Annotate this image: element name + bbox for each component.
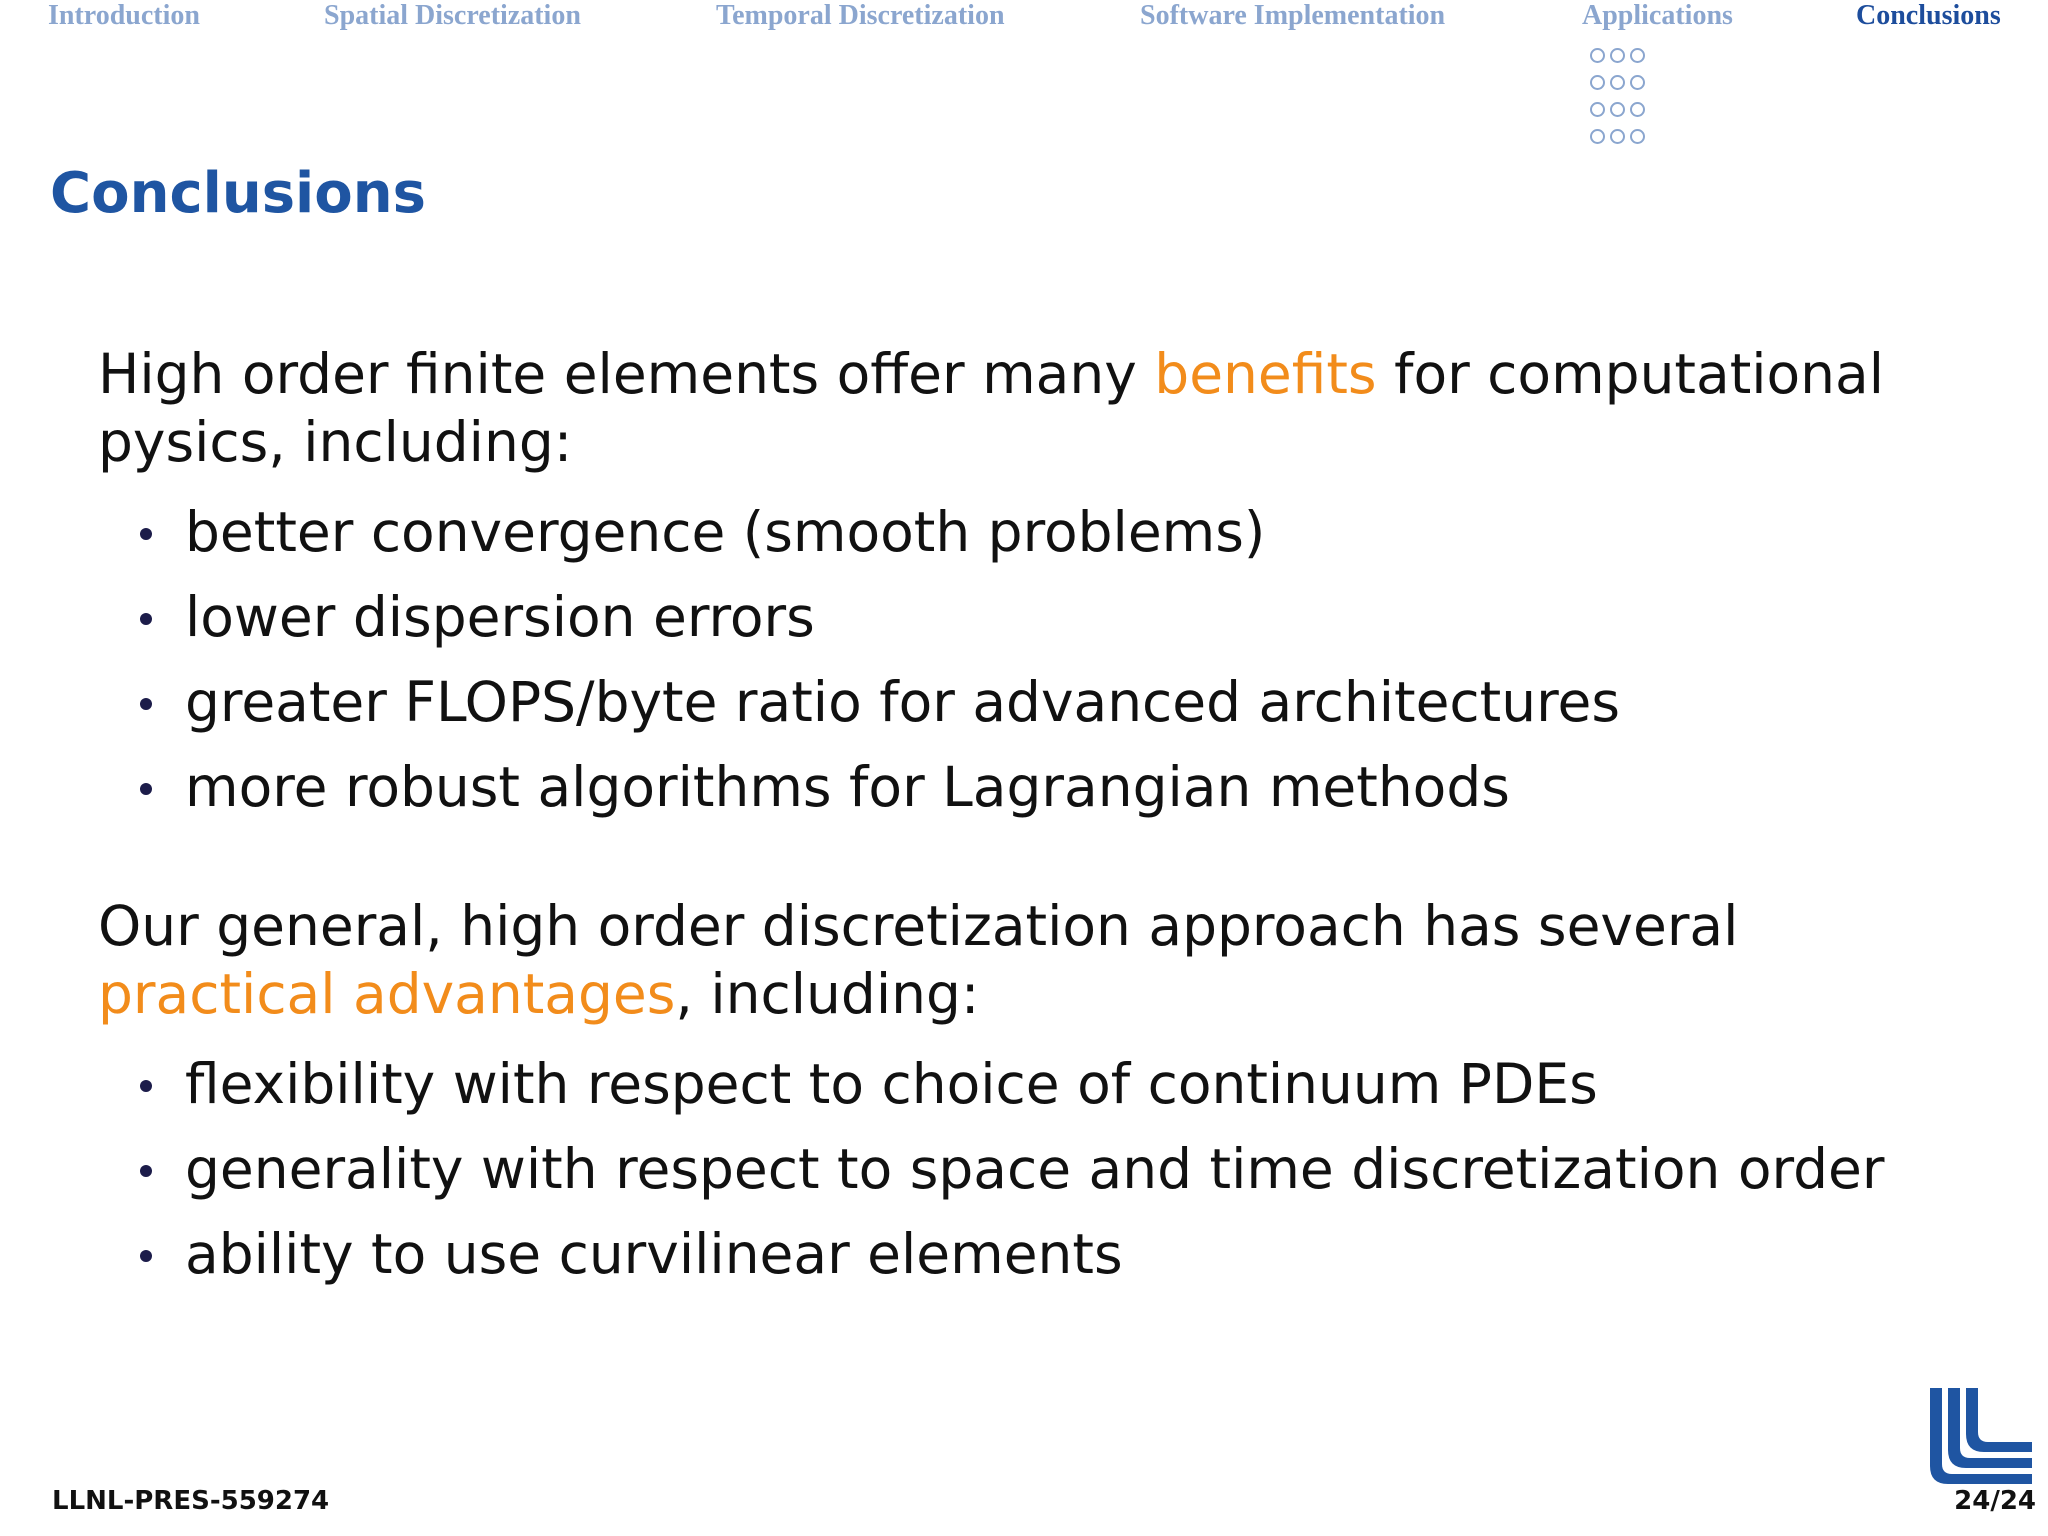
benefits-text-pre: High order finite elements offer many xyxy=(98,342,1155,406)
list-item-text: better convergence (smooth problems) xyxy=(185,500,1266,564)
nav-item-introduction[interactable]: Introduction xyxy=(48,0,200,31)
slide-title: Conclusions xyxy=(50,161,426,226)
benefits-text-post: for computational pysics, including: xyxy=(98,342,1885,474)
list-item-text: flexibility with respect to choice of continuum PDEs xyxy=(185,1052,1598,1116)
bullet-icon xyxy=(140,528,152,540)
paragraph-gap xyxy=(98,830,1978,892)
bullet-icon xyxy=(140,1165,152,1177)
nav-item-spatial-discretization[interactable]: Spatial Discretization xyxy=(324,0,581,31)
bullet-icon xyxy=(140,1250,152,1262)
progress-dot[interactable] xyxy=(1610,48,1625,63)
bullet-icon xyxy=(140,1080,152,1092)
progress-dot[interactable] xyxy=(1610,75,1625,90)
bullet-icon xyxy=(140,698,152,710)
progress-dot[interactable] xyxy=(1630,48,1645,63)
section-nav xyxy=(0,0,2048,40)
advantages-text-pre: Our general, high order discretization approach has several xyxy=(98,894,1739,958)
nav-item-conclusions[interactable]: Conclusions xyxy=(1856,0,2001,31)
list-item xyxy=(98,1212,1978,1297)
progress-dot[interactable] xyxy=(1590,48,1605,63)
list-item xyxy=(98,745,1978,830)
list-item xyxy=(98,1042,1978,1127)
bullet-icon xyxy=(140,613,152,625)
advantages-paragraph xyxy=(98,892,1978,1028)
benefits-list xyxy=(98,490,1978,830)
progress-dot[interactable] xyxy=(1630,102,1645,117)
progress-dot[interactable] xyxy=(1610,102,1625,117)
list-item xyxy=(98,1127,1978,1212)
nav-item-applications[interactable]: Applications xyxy=(1582,0,1733,31)
progress-dot[interactable] xyxy=(1590,129,1605,144)
list-item-text: generality with respect to space and time discretization order xyxy=(185,1137,1885,1201)
list-item xyxy=(98,575,1978,660)
nav-item-software-implementation[interactable]: Software Implementation xyxy=(1140,0,1446,31)
list-item xyxy=(98,660,1978,745)
nav-item-temporal-discretization[interactable]: Temporal Discretization xyxy=(716,0,1005,31)
list-item-text: greater FLOPS/byte ratio for advanced architectures xyxy=(185,670,1620,734)
advantages-highlight: practical advantages xyxy=(98,962,676,1026)
section-progress-dots xyxy=(1590,42,1645,150)
progress-dot[interactable] xyxy=(1590,75,1605,90)
list-item-text: lower dispersion errors xyxy=(185,585,815,649)
list-item xyxy=(98,490,1978,575)
benefits-highlight: benefits xyxy=(1154,342,1377,406)
bullet-icon xyxy=(140,783,152,795)
document-id: LLNL-PRES-559274 xyxy=(52,1486,330,1516)
llnl-logo-icon xyxy=(1926,1384,2036,1488)
page-number: 24/24 xyxy=(1954,1486,2036,1516)
slide-content xyxy=(98,340,1978,1297)
benefits-paragraph xyxy=(98,340,1978,476)
list-item-text: more robust algorithms for Lagrangian methods xyxy=(185,755,1510,819)
advantages-text-post: , including: xyxy=(675,962,980,1026)
progress-dot[interactable] xyxy=(1630,75,1645,90)
progress-dot[interactable] xyxy=(1630,129,1645,144)
advantages-list xyxy=(98,1042,1978,1297)
progress-dot[interactable] xyxy=(1610,129,1625,144)
progress-dot[interactable] xyxy=(1590,102,1605,117)
list-item-text: ability to use curvilinear elements xyxy=(185,1222,1123,1286)
